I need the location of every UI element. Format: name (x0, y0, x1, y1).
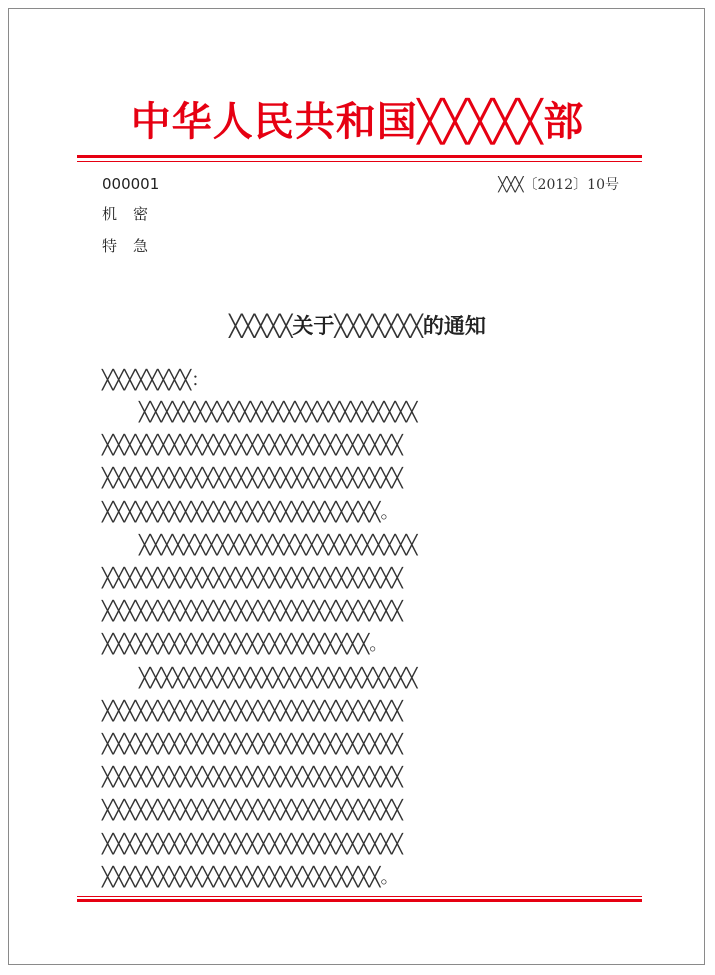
footer-red-rule-thick (77, 899, 642, 902)
title-part-3: ╳╳╳╳╳╳╳ (334, 314, 423, 338)
addressee-line: ╳╳╳╳╳╳╳╳： (102, 370, 210, 391)
title-part-2: 关于 (292, 313, 335, 338)
document-number: ╳╳╳〔2012〕10号 (498, 177, 619, 193)
issuing-authority-header (0, 96, 715, 148)
title-part-4: 的通知 (422, 313, 486, 338)
secrecy-level: 机密 (102, 205, 165, 223)
header-red-rule-thin (77, 161, 642, 162)
body-paragraph: ╳╳╳╳╳╳╳╳╳╳╳╳╳╳╳╳╳╳╳╳╳╳╳╳╳ ╳╳╳╳╳╳╳╳╳╳╳╳╳╳╳╳╳╳╳╳╳╳╳╳╳╳╳ ╳╳╳╳╳╳╳╳╳╳╳╳╳╳╳╳╳╳╳╳╳╳╳╳╳╳╳ ╳╳╳╳╳╳╳╳╳╳╳╳╳╳╳╳╳╳╳╳╳╳╳╳╳。 (102, 402, 418, 523)
copy-serial-number: 000001 (102, 175, 160, 193)
document-body (102, 396, 622, 894)
footer-red-rule-thin (77, 896, 642, 897)
header-title-bold: 中华人民共和国 (130, 98, 418, 145)
body-paragraph: ╳╳╳╳╳╳╳╳╳╳╳╳╳╳╳╳╳╳╳╳╳╳╳╳╳ ╳╳╳╳╳╳╳╳╳╳╳╳╳╳╳╳╳╳╳╳╳╳╳╳╳╳╳ ╳╳╳╳╳╳╳╳╳╳╳╳╳╳╳╳╳╳╳╳╳╳╳╳╳╳╳ ╳╳╳╳╳╳╳╳╳╳╳╳╳╳╳╳╳╳╳╳╳╳╳╳╳╳╳ ╳╳╳╳╳╳╳╳╳╳╳╳╳╳╳╳╳╳╳╳╳╳╳╳╳╳╳ ╳╳╳╳╳╳╳╳╳╳╳╳╳╳╳╳╳╳╳╳╳╳╳╳╳╳╳ ╳╳╳╳╳╳╳╳╳╳╳╳╳╳╳╳╳╳╳╳╳╳╳╳╳。 (102, 667, 418, 888)
header-title-end: 部 (543, 98, 585, 145)
header-red-rule-thick (77, 155, 642, 158)
urgency-level: 特急 (102, 237, 165, 255)
header-title-placeholder: ╳╳╳╳╳ (417, 99, 544, 145)
document-title (0, 311, 715, 341)
body-paragraph: ╳╳╳╳╳╳╳╳╳╳╳╳╳╳╳╳╳╳╳╳╳╳╳╳╳ ╳╳╳╳╳╳╳╳╳╳╳╳╳╳╳╳╳╳╳╳╳╳╳╳╳╳╳ ╳╳╳╳╳╳╳╳╳╳╳╳╳╳╳╳╳╳╳╳╳╳╳╳╳╳╳ ╳╳╳╳╳╳╳╳╳╳╳╳╳╳╳╳╳╳╳╳╳╳╳╳。 (102, 534, 418, 656)
title-part-1: ╳╳╳╳╳ (229, 314, 293, 338)
